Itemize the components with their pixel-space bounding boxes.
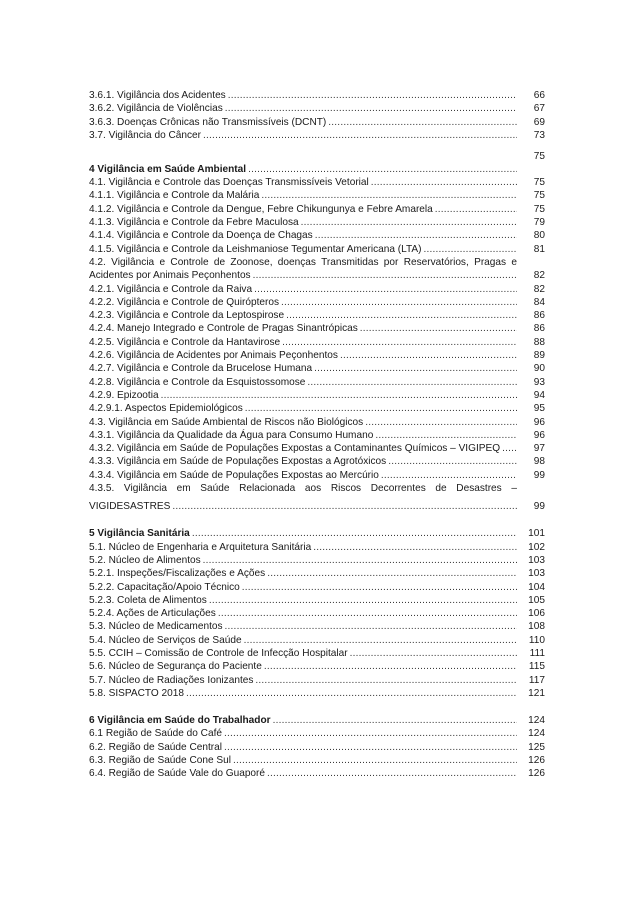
toc-entry[interactable] xyxy=(89,455,545,468)
toc-entry[interactable] xyxy=(89,402,545,415)
toc-page-number: 125 xyxy=(528,741,545,753)
toc-leader-dots xyxy=(261,189,517,202)
toc-page-number: 95 xyxy=(533,403,545,415)
toc-entry[interactable] xyxy=(89,89,545,102)
toc-heading-title: 4 Vigilância em Saúde Ambiental xyxy=(89,163,247,175)
toc-leader-dots xyxy=(255,674,517,687)
toc-entry[interactable] xyxy=(89,647,545,660)
toc-entry-title-line1: 4.2. Vigilância e Controle de Zoonose, doenças Transmitidas por Reservatórios, Pragas e xyxy=(89,256,517,268)
toc-entry-title: 5.4. Núcleo de Serviços de Saúde xyxy=(89,634,242,646)
toc-page-number: 124 xyxy=(528,728,545,740)
toc-entry-title: 4.2.8. Vigilância e Controle da Esquistossomose xyxy=(89,376,306,388)
toc-page-number: 88 xyxy=(533,336,545,348)
toc-entry-title: 4.2.1. Vigilância e Controle da Raiva xyxy=(89,283,253,295)
toc-entry-title: 3.6.3. Doenças Crônicas não Transmissíveis (DCNT) xyxy=(89,116,327,128)
toc-entry-title: 5.2. Núcleo de Alimentos xyxy=(89,554,201,566)
toc-entry-title: 4.3.3. Vigilância em Saúde de Populações Expostas a Agrotóxicos xyxy=(89,456,387,468)
toc-page-number: 99 xyxy=(533,501,545,513)
section-gap xyxy=(89,513,545,527)
toc-page-number: 75 xyxy=(533,203,545,215)
toc-entry-title: 4.2.5. Vigilância e Controle da Hantavirose xyxy=(89,336,281,348)
toc-entry[interactable] xyxy=(89,741,545,754)
toc-entry[interactable] xyxy=(89,362,545,375)
toc-page-number: 103 xyxy=(528,568,545,580)
toc-entry[interactable] xyxy=(89,767,545,780)
toc-entry[interactable] xyxy=(89,376,545,389)
toc-leader-dots xyxy=(314,362,517,375)
toc-entry-title: 6.3. Região de Saúde Cone Sul xyxy=(89,755,231,767)
toc-page-number: 108 xyxy=(528,621,545,633)
toc-entry[interactable] xyxy=(89,296,545,309)
toc-entry[interactable] xyxy=(89,203,545,216)
toc-entry[interactable] xyxy=(89,216,545,229)
toc-leader-dots xyxy=(371,176,517,189)
toc-page-number: 67 xyxy=(533,103,545,115)
toc-entry[interactable] xyxy=(89,129,545,142)
toc-group-4-continued xyxy=(89,283,545,482)
toc-entry-title: 4.3. Vigilância em Saúde Ambiental de Riscos não Biológicos xyxy=(89,416,364,428)
toc-entry[interactable] xyxy=(89,727,545,740)
toc-entry[interactable] xyxy=(89,429,545,442)
toc-entry[interactable] xyxy=(89,349,545,362)
toc-entry[interactable] xyxy=(89,541,545,554)
toc-leader-dots xyxy=(172,500,517,513)
toc-page-number: 75 xyxy=(533,177,545,189)
toc-leader-dots xyxy=(424,243,517,256)
toc-heading-title: 5 Vigilância Sanitária xyxy=(89,528,190,540)
toc-page-number: 79 xyxy=(533,217,545,229)
toc-group-3 xyxy=(89,89,545,142)
toc-page-number: 75 xyxy=(533,190,545,202)
toc-leader-dots xyxy=(365,416,517,429)
toc-heading-title: 6 Vigilância em Saúde do Trabalhador xyxy=(89,715,271,727)
toc-entry[interactable] xyxy=(89,176,545,189)
toc-entry-title: 4.2.4. Manejo Integrado e Controle de Pragas Sinantrópicas xyxy=(89,323,358,335)
toc-leader-dots xyxy=(340,349,517,362)
toc-entry-title: 4.3.4. Vigilância em Saúde de Populações Expostas ao Mercúrio xyxy=(89,469,379,481)
toc-entry-title: 6.1 Região de Saúde do Café xyxy=(89,728,223,740)
toc-entry-title: 4.1.3. Vigilância e Controle da Febre Maculosa xyxy=(89,217,299,229)
toc-entry-title: 5.6. Núcleo de Segurança do Paciente xyxy=(89,661,262,673)
toc-leader-dots xyxy=(328,116,517,129)
toc-leader-dots xyxy=(192,527,517,540)
toc-entry[interactable] xyxy=(89,469,545,482)
toc-page-number: 93 xyxy=(533,376,545,388)
toc-leader-dots xyxy=(161,389,517,402)
toc-leader-dots xyxy=(209,594,517,607)
toc-page-number: 124 xyxy=(528,715,545,727)
toc-leader-dots xyxy=(286,309,517,322)
toc-group-6 xyxy=(89,727,545,780)
toc-entry-title-line2: VIGIDESASTRES xyxy=(89,501,171,513)
toc-leader-dots xyxy=(228,89,517,102)
toc-heading-section-6[interactable] xyxy=(89,714,545,727)
toc-entry[interactable] xyxy=(89,594,545,607)
toc-heading-section-5[interactable] xyxy=(89,527,545,540)
toc-leader-dots xyxy=(224,727,517,740)
toc-entry-title: 3.6.1. Vigilância dos Acidentes xyxy=(89,90,226,101)
toc-group-5 xyxy=(89,541,545,701)
toc-leader-dots xyxy=(253,269,517,282)
toc-entry-title: 4.2.7. Vigilância e Controle da Brucelose Humana xyxy=(89,363,313,375)
toc-entry-title-line2: Acidentes por Animais Peçonhentos xyxy=(89,270,251,282)
toc-entry-title: 6.4. Região de Saúde Vale do Guaporé xyxy=(89,768,266,780)
toc-page-number: 101 xyxy=(528,528,545,540)
toc-page-number: 121 xyxy=(528,687,545,699)
toc-page-number: 73 xyxy=(533,129,545,141)
toc-entry[interactable] xyxy=(89,229,545,242)
toc-page-number: 106 xyxy=(528,608,545,620)
toc-page-number: 126 xyxy=(528,768,545,780)
section-gap xyxy=(89,142,545,150)
toc-entry-4-3-5[interactable] xyxy=(89,482,545,513)
toc-leader-dots xyxy=(186,687,517,700)
toc-entry-title: 5.1. Núcleo de Engenharia e Arquitetura Sanitária xyxy=(89,541,312,553)
toc-group-4 xyxy=(89,176,545,256)
toc-entry-title: 5.7. Núcleo de Radiações Ionizantes xyxy=(89,674,254,686)
toc-leader-dots xyxy=(244,634,517,647)
toc-entry-title: 5.2.4. Ações de Articulações xyxy=(89,608,216,620)
toc-page-number: 80 xyxy=(533,230,545,242)
toc-entry[interactable] xyxy=(89,322,545,335)
toc-leader-dots xyxy=(381,469,517,482)
toc-entry-title: 5.5. CCIH – Comissão de Controle de Infecção Hospitalar xyxy=(89,647,348,659)
toc-entry[interactable] xyxy=(89,102,545,115)
toc-leader-dots xyxy=(254,283,517,296)
toc-page-number: 99 xyxy=(533,469,545,481)
toc-leader-dots xyxy=(224,741,517,754)
toc-page-number: 98 xyxy=(533,456,545,468)
toc-entry[interactable] xyxy=(89,389,545,402)
toc-leader-dots xyxy=(315,229,517,242)
toc-entry-title: 4.2.2. Vigilância e Controle de Quirópteros xyxy=(89,296,280,308)
toc-entry-title: 5.2.2. Capacitação/Apoio Técnico xyxy=(89,581,240,593)
toc-entry[interactable] xyxy=(89,567,545,580)
toc-entry[interactable] xyxy=(89,416,545,429)
toc-entry[interactable] xyxy=(89,442,545,455)
toc-entry-title: 3.7. Vigilância do Câncer xyxy=(89,129,202,141)
toc-entry[interactable] xyxy=(89,336,545,349)
toc-entry[interactable] xyxy=(89,581,545,594)
toc-entry-title: 5.2.3. Coleta de Alimentos xyxy=(89,594,207,606)
toc-entry-title: 4.2.9. Epizootia xyxy=(89,389,159,401)
toc-entry-title: 4.1.5. Vigilância e Controle da Leishmaniose Tegumentar Americana (LTA) xyxy=(89,243,422,255)
toc-entry[interactable] xyxy=(89,674,545,687)
toc-page-number: 81 xyxy=(533,243,545,255)
toc-page-number: 69 xyxy=(533,116,545,128)
toc-entry-title: 5.3. Núcleo de Medicamentos xyxy=(89,621,223,633)
toc-leader-dots xyxy=(313,541,517,554)
toc-entry[interactable] xyxy=(89,634,545,647)
toc-entry[interactable] xyxy=(89,660,545,673)
toc-entry-title: 3.6.2. Vigilância de Violências xyxy=(89,103,223,115)
toc-leader-dots xyxy=(218,607,517,620)
toc-leader-dots xyxy=(225,102,517,115)
toc-entry-title: 4.1.1. Vigilância e Controle da Malária xyxy=(89,190,260,202)
toc-leader-dots xyxy=(242,581,517,594)
toc-leader-dots xyxy=(267,567,517,580)
toc-leader-dots xyxy=(273,714,517,727)
toc-entry-title: 4.1.2. Vigilância e Controle da Dengue, Febre Chikungunya e Febre Amarela xyxy=(89,203,433,215)
toc-page-number: 66 xyxy=(533,90,545,101)
toc-entry-title: 5.8. SISPACTO 2018 xyxy=(89,687,185,699)
toc-entry[interactable] xyxy=(89,116,545,129)
toc-entry-title: 6.2. Região de Saúde Central xyxy=(89,741,222,753)
toc-entry-title-line2-row xyxy=(89,495,545,513)
toc-entry[interactable] xyxy=(89,243,545,256)
section-gap xyxy=(89,700,545,714)
toc-page-number: 75 xyxy=(533,151,545,163)
toc-heading-section-4[interactable] xyxy=(89,150,545,176)
toc-leader-dots xyxy=(388,455,517,468)
toc-entry-title: 4.1.4. Vigilância e Controle da Doença de Chagas xyxy=(89,230,313,242)
toc-page-number: 89 xyxy=(533,350,545,362)
toc-leader-dots xyxy=(248,163,517,176)
toc-entry-title: 5.2.1. Inspeções/Fiscalizações e Ações xyxy=(89,568,266,580)
toc-leader-dots xyxy=(502,442,517,455)
toc-entry[interactable] xyxy=(89,189,545,202)
toc-page-number: 84 xyxy=(533,296,545,308)
toc-leader-dots xyxy=(350,647,517,660)
toc-page-number: 96 xyxy=(533,416,545,428)
toc-leader-dots xyxy=(282,336,517,349)
toc-entry[interactable] xyxy=(89,607,545,620)
toc-leader-dots xyxy=(375,429,517,442)
toc-page-number: 115 xyxy=(528,661,545,673)
toc-leader-dots xyxy=(245,402,517,415)
toc-leader-dots xyxy=(264,660,517,673)
toc-leader-dots xyxy=(203,554,517,567)
toc-entry-title: 4.1. Vigilância e Controle das Doenças Transmissíveis Vetorial xyxy=(89,177,369,189)
toc-entry-title-line2-row xyxy=(89,269,545,282)
toc-page-number: 103 xyxy=(528,554,545,566)
toc-entry-title: 4.3.1. Vigilância da Qualidade da Água para Consumo Humano xyxy=(89,429,374,441)
toc-entry[interactable] xyxy=(89,283,545,296)
toc-entry[interactable] xyxy=(89,309,545,322)
toc-leader-dots xyxy=(360,322,517,335)
toc-page-number: 97 xyxy=(533,443,545,455)
toc-leader-dots xyxy=(233,754,517,767)
toc-entry-title: 4.3.2. Vigilância em Saúde de Populações Expostas a Contaminantes Químicos – VIGIPEQ xyxy=(89,443,501,455)
toc-page-number: 110 xyxy=(528,634,545,646)
toc-entry[interactable] xyxy=(89,754,545,767)
toc-page-number: 105 xyxy=(528,594,545,606)
toc-entry[interactable] xyxy=(89,687,545,700)
toc-leader-dots xyxy=(307,376,517,389)
toc-leader-dots xyxy=(435,203,517,216)
toc-page-number: 94 xyxy=(533,389,545,401)
toc-page-number: 90 xyxy=(533,363,545,375)
toc-leader-dots xyxy=(203,129,517,142)
toc-entry-title: 4.2.6. Vigilância de Acidentes por Animais Peçonhentos xyxy=(89,350,338,362)
toc-entry[interactable] xyxy=(89,620,545,633)
toc-entry-4-2[interactable] xyxy=(89,256,545,283)
table-of-contents xyxy=(89,89,545,781)
toc-leader-dots xyxy=(267,767,517,780)
toc-page-number: 117 xyxy=(528,674,545,686)
toc-page-number: 111 xyxy=(529,647,545,659)
toc-entry-title: 4.2.9.1. Aspectos Epidemiológicos xyxy=(89,403,243,415)
toc-page-number: 102 xyxy=(528,541,545,553)
toc-leader-dots xyxy=(225,620,517,633)
toc-entry[interactable] xyxy=(89,554,545,567)
toc-page-number: 104 xyxy=(528,581,545,593)
toc-page-number: 82 xyxy=(533,270,545,282)
toc-leader-dots xyxy=(281,296,517,309)
toc-leader-dots xyxy=(301,216,517,229)
toc-entry-title: 4.2.3. Vigilância e Controle da Leptospirose xyxy=(89,310,285,322)
toc-page-number: 126 xyxy=(528,755,545,767)
toc-page-number: 86 xyxy=(533,323,545,335)
toc-entry-title-line1: 4.3.5. Vigilância em Saúde Relacionada aos Riscos Decorrentes de Desastres – xyxy=(89,483,517,495)
toc-page-number: 86 xyxy=(533,310,545,322)
toc-page-number: 82 xyxy=(533,283,545,295)
toc-page-number: 96 xyxy=(533,429,545,441)
